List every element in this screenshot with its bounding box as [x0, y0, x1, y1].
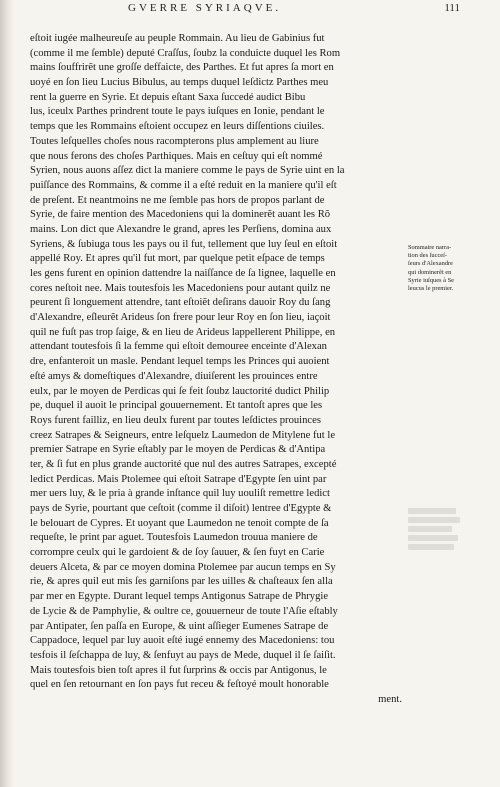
bleed-through-text [408, 508, 468, 553]
text-line: quil ne fuſt pas trop ſaige, & en lieu de Arideus lappellerent Philippe, en [30, 326, 336, 338]
text-line: peurent ſi longuement attendre, tant eſtoiẽt deſirans dauoir Roy du ſang [30, 297, 331, 309]
marginal-note-line: leucus le premier. [408, 285, 454, 293]
text-line: dre, enfanteroit un masle. Pendant lequel temps les Princes qui auoient [30, 356, 330, 368]
text-line: eulx, par le moyen de Perdicas qui ſe feit ſoubz lauctorité dudict Philip [30, 385, 330, 397]
text-line: premier Satrape en Syrie eſtably par le moyen de Perdicas & d'Antipa [30, 444, 326, 456]
text-line: Syriens, & ſubiuga tous les pays ou il fut, tellement que luy ſeul en eſtoit [30, 238, 338, 250]
text-line: eſtoit iugée malheureuſe au peuple Rommain. Au lieu de Gabinius fut [30, 33, 325, 44]
text-line: ter, & ſi fut en plus grande auctorité que nul des autres Satrapes, excepté [30, 458, 337, 470]
text-line: d'Alexandre, eſleurẽt Arideus ſon frere pour leur Roy en ſon lieu, iaçoit [30, 312, 331, 324]
page-header [40, 2, 460, 16]
marginal-note-line: Syrie iuſques à Se [408, 276, 454, 284]
text-line: Syrie, de faire mention des Macedoniens qui la dominerẽt auant les Rõ [30, 209, 331, 221]
running-title: GVERRE SYRIAQVE. [128, 2, 282, 14]
text-line: Mais toutesfois bien toſt apres il fut ſurprins & occis par Antigonus, le [30, 664, 327, 676]
text-line: creez Satrapes & Seigneurs, entre leſquelz Laumedon de Mitylene fut le [30, 429, 336, 441]
text-line: rent la guerre en Syrie. Et depuis eſtant Saxa ſuccedé audict Bibu [30, 91, 306, 103]
marginal-note [408, 244, 468, 293]
text-line: de preſent. Et neantmoins ne me ſemble pas hors de propos parlant de [30, 194, 325, 206]
text-line: pe, duquel il auoit le principal gouuernement. Et tantoſt apres que les [30, 400, 323, 412]
text-line: mer uers luy, & le pria à grande inſtance quil luy uouliſt remettre ledict [30, 488, 330, 500]
text-line: Cappadoce, lequel par luy auoit eſté iugé ennemy des Macedoniens: tou [30, 635, 335, 647]
main-text-block [30, 32, 402, 708]
text-line: tesfois il ſeſchappa de luy, & ſenfuyt au pays de Mede, duquel il ſe ſaiſit. [30, 649, 336, 661]
text-line: de Lycie & de Pamphylie, & oultre ce, gouuerneur de toute l'Aſie eſtably [30, 605, 338, 617]
text-line: requeſte, le print par aguet. Toutesfois Laumedon trouua maniere de [30, 532, 318, 544]
text-line: mains. Lon dict que Alexandre le grand, apres les Perſiens, domina aux [30, 223, 332, 235]
text-line: par mer en Egypte. Durant lequel temps Antigonus Satrape de Phrygie [30, 591, 329, 603]
text-line: cores neſtoit nee. Mais toutesfois les Macedoniens pour autant quilz ne [30, 282, 331, 294]
text-line: puiſſance des Rommains, & comme il a eſté reduit en la maniere qu'il eſt [30, 179, 337, 191]
text-line: le belouart de Cypres. Et uoyant que Laumedon ne tenoit compte de ſa [30, 517, 329, 529]
text-line: appellé Roy. Et apres qu'il fut mort, par quelque petit eſpace de temps [30, 253, 325, 265]
text-line: pays de Syrie, pourtant que ceſtoit (comme il diſoit) lentree d'Egypte & [30, 503, 332, 514]
text-line: (comme il me ſemble) deputé Craſſus, ſoubz la conduicte duquel les Rom [30, 47, 341, 59]
marginal-note-line: qui dominerẽt en [408, 268, 452, 276]
text-line: Syrien, nous auons aſſez dict la maniere comme le pays de Syrie uint en la [30, 165, 345, 177]
text-line: Toutes leſquelles choſes nous racompterons plus amplement au liure [30, 135, 319, 147]
text-line: mains ſouffrirẽt une groſſe deffaicte, des Parthes. Et fut apres ſa mort en [30, 62, 334, 74]
page-gutter [0, 0, 14, 787]
text-line: ledict Perdicas. Mais Ptolemee qui eſtoit Satrape d'Egypte ſen uint par [30, 473, 327, 485]
text-line: Roys furent failliz, en lieu deulx furent par toutes leſdictes prouinces [30, 414, 321, 426]
marginal-note-line: ſeurs d'Alexandre [408, 260, 453, 268]
text-line: temps que les Rommains eſtoient occupez en leurs diſſentions ciuiles. [30, 121, 325, 133]
text-line: corrompre ceulx qui le gardoient & de ſoy ſauuer, & ſen fuyt en Carie [30, 547, 325, 559]
marginal-note-line: Sommaire narra- [408, 244, 452, 251]
page-number: 111 [444, 2, 460, 14]
text-line: que nous ferons des choſes Parthiques. Mais en ceſtuy qui eſt nommé [30, 150, 323, 162]
text-line: uoyé en ſon lieu Lucius Bibulus, au temps duquel leſdictz Parthes meu [30, 77, 329, 89]
text-line: lus, iceulx Parthes prindrent toute le pays iuſques en Ionie, pendant le [30, 106, 325, 118]
text-line: eſté amys & domeſtiques d'Alexandre, diuiſerent les prouinces entre [30, 370, 318, 382]
text-line: attendant toutesfois ſi la femme qui eſtoit demouree enceinte d'Alexan [30, 341, 327, 353]
text-line: quel en ſen retournant en ſon pays fut receu & feſtoyé moult honorable [30, 679, 329, 691]
text-line: rie, & apres quil eut mis ſes garniſons par les uilles & chaſteaux ſen alla [30, 576, 333, 588]
text-line: les gens furent en opinion dattendre la naiſſance de ſa lignee, laquelle en [30, 268, 336, 279]
text-line: par Antipater, ſen paſſa en Europe, & uint aſſieger Eumenes Satrape de [30, 620, 329, 632]
marginal-note-line: tion des ſucceſ- [408, 252, 448, 260]
text-line: deuers Alceta, & par ce moyen domina Ptolemee par aucun temps en Sy [30, 561, 336, 573]
text-line: ment. [378, 693, 402, 705]
